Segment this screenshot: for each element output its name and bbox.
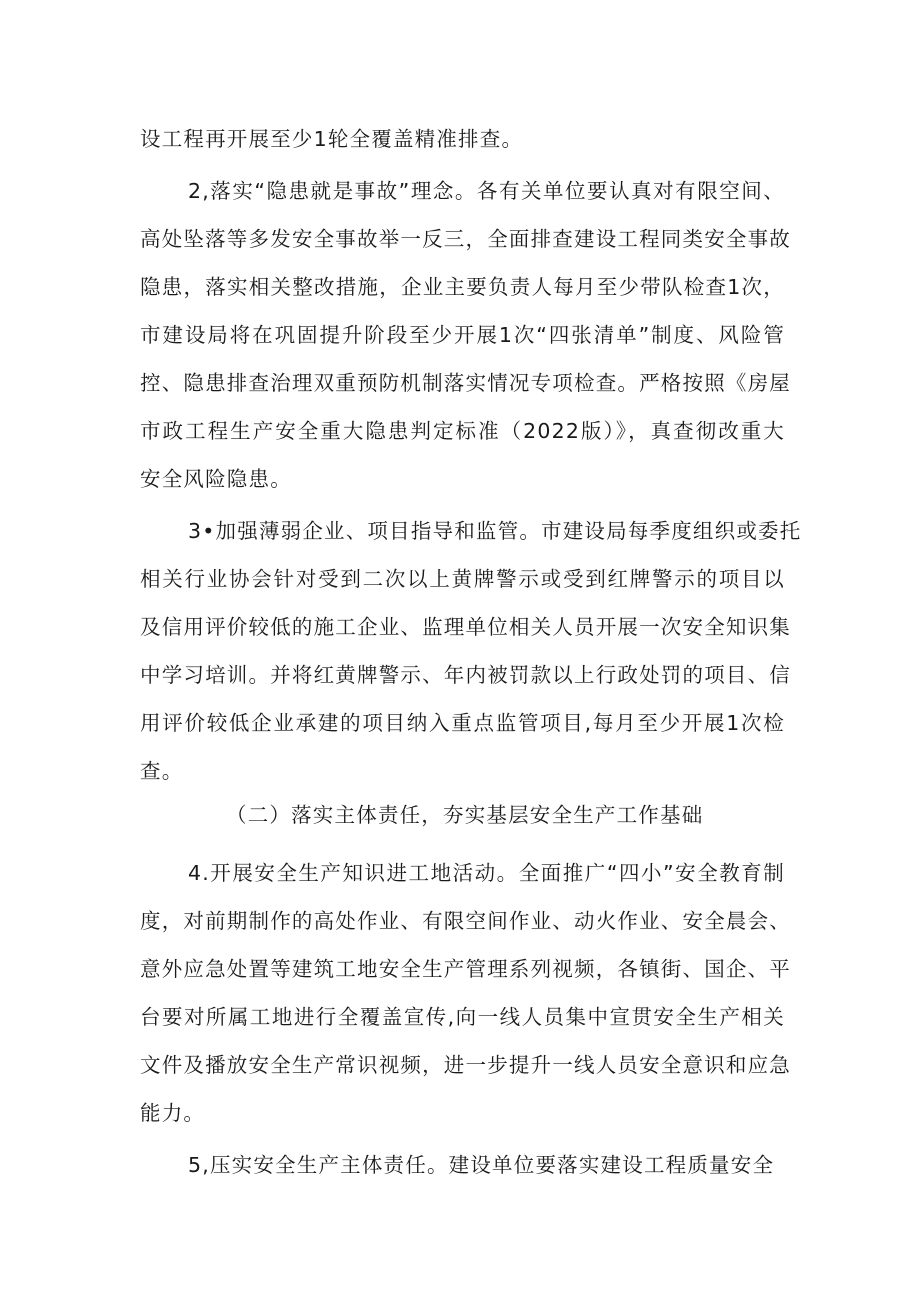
text-line: 控、隐患排查治理双重预防机制落实情况专项检查。严格按照《房屋	[140, 371, 791, 395]
text-line: 安全风险隐患。	[140, 467, 292, 491]
text-line: 5,压实安全生产主体责任。建设单位要落实建设工程质量安全	[188, 1153, 775, 1177]
text-line: 2,落实“隐患就是事故”理念。各有关单位要认真对有限空间、	[188, 179, 785, 203]
text-line: 市建设局将在巩固提升阶段至少开展1次“四张清单”制度、风险管	[140, 323, 785, 347]
text-line: 文件及播放安全生产常识视频，进一步提升一线人员安全意识和应急	[140, 1053, 791, 1077]
paragraph-item-4	[140, 849, 791, 1137]
section-heading: （二）落实主体责任，夯实基层安全生产工作基础	[226, 803, 704, 827]
text-line: 及信用评价较低的施工企业、监理单位相关人员开展一次安全知识集	[140, 615, 791, 639]
text-line: 相关行业协会针对受到二次以上黄牌警示或受到红牌警示的项目以	[140, 567, 785, 591]
text-line: 3•加强薄弱企业、项目指导和监管。市建设局每季度组织或委托	[188, 519, 802, 543]
text-line: 高处坠落等多发安全事故举一反三，全面排查建设工程同类安全事故	[140, 227, 791, 251]
text-line: 隐患，落实相关整改措施，企业主要负责人每月至少带队检查1次，	[140, 275, 785, 299]
text-line: 4.开展安全生产知识进工地活动。全面推广“四小”安全教育制	[188, 861, 785, 885]
text-line: 意外应急处置等建筑工地安全生产管理系列视频，各镇街、国企、平	[140, 957, 791, 981]
paragraph-item-2	[140, 167, 791, 503]
text-line: 查。	[140, 759, 184, 783]
text-line: 度，对前期制作的高处作业、有限空间作业、动火作业、安全晨会、	[140, 909, 791, 933]
text-line: 设工程再开展至少1轮全覆盖精准排查。	[140, 127, 524, 151]
paragraph-item-5	[140, 1141, 785, 1189]
text-line: 市政工程生产安全重大隐患判定标准（2022版）》，真查彻改重大	[140, 419, 785, 443]
paragraph-item-3	[140, 507, 802, 795]
paragraph-continuation	[140, 115, 785, 163]
text-line: 用评价较低企业承建的项目纳入重点监管项目,每月至少开展1次检	[140, 711, 785, 735]
text-line: 能力。	[140, 1101, 206, 1125]
text-line: 中学习培训。并将红黄牌警示、年内被罚款以上行政处罚的项目、信	[140, 663, 791, 687]
text-line: 台要对所属工地进行全覆盖宣传,向一线人员集中宣贯安全生产相关	[140, 1005, 785, 1029]
